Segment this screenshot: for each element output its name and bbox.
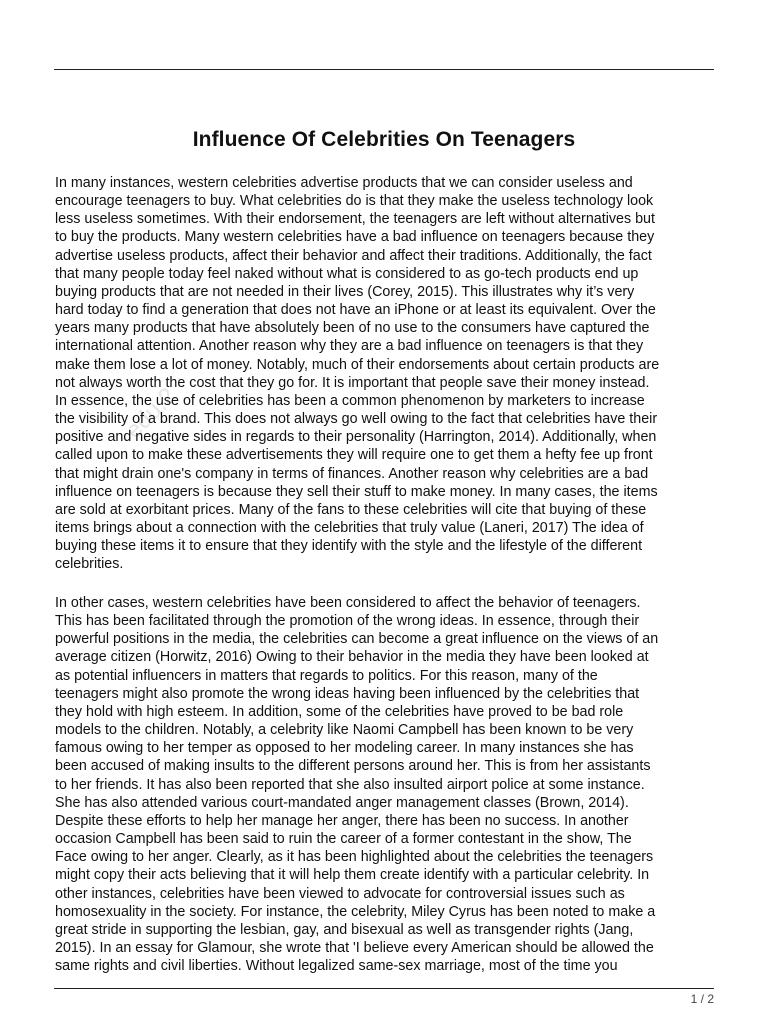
text-line: buying these items it to ensure that they identify with the style and the lifestyle of the different xyxy=(55,538,643,555)
paragraph-1 xyxy=(55,174,715,573)
text-line: celebrities. xyxy=(55,556,124,573)
text-line: great stride in supporting the lesbian, gay, and bisexual as well as transgender rights (Jang, xyxy=(55,921,634,938)
text-line: that many people today feel naked without what is considered to as go-tech products end up xyxy=(55,265,639,282)
text-line: are sold at exorbitant prices. Many of the fans to these celebrities will cite that buying of these xyxy=(55,501,647,518)
text-line: models to the children. Notably, a celebrity like Naomi Campbell has been known to be very xyxy=(55,722,634,739)
text-line: same rights and civil liberties. Without legalized same-sex marriage, most of the time you xyxy=(55,958,618,975)
text-line: advertise useless products, affect their behavior and affect their traditions. Additionally, the fact xyxy=(55,247,652,264)
document-title: Influence Of Celebrities On Teenagers xyxy=(192,128,576,151)
text-line: been accused of making insults to the different persons around her. This is from her assistants xyxy=(55,758,651,775)
text-line: teenagers might also promote the wrong ideas having been influenced by the celebrities that xyxy=(55,685,640,702)
text-line: famous owing to her temper as opposed to her modeling career. In many instances she has xyxy=(55,740,634,757)
text-line: In essence, the use of celebrities has been a common phenomenon by marketers to increase xyxy=(55,392,645,409)
text-line: In other cases, western celebrities have been considered to affect the behavior of teenagers. xyxy=(55,595,641,611)
text-line: international attention. Another reason why they are a bad influence on teenagers is that they xyxy=(55,338,644,355)
text-line: Despite these efforts to help her manage her anger, there has been no success. In another xyxy=(55,812,629,829)
text-line: not always worth the cost that they go for. It is important that people save their money instead. xyxy=(55,374,650,391)
text-line: less useless sometimes. With their endorsement, the teenagers are left without alternatives but xyxy=(55,211,655,228)
text-line: items brings about a connection with the celebrities that truly value (Laneri, 2017) The idea of xyxy=(55,519,644,536)
text-line: influence on teenagers is because they sell their stuff to make money. In many cases, the items xyxy=(55,483,658,500)
text-line: they hold with high esteem. In addition, some of the celebrities have proved to be bad role xyxy=(55,703,624,720)
text-line: years many products that have absolutely been of no use to the consumers have captured the xyxy=(55,320,650,337)
text-line: other instances, celebrities have been viewed to advocate for controversial issues such as xyxy=(55,885,625,902)
header-rule xyxy=(54,69,714,70)
text-line: as potential influencers in matters that regards to politics. For this reason, many of the xyxy=(55,667,598,684)
text-line: homosexuality in the society. For instance, the celebrity, Miley Cyrus has been noted to make a xyxy=(55,903,656,920)
footer-rule xyxy=(54,988,714,989)
text-line: In many instances, western celebrities advertise products that we can consider useless and xyxy=(55,175,633,191)
text-line: to her friends. It has also been reported that she also insulted airport police at some instance. xyxy=(55,776,645,793)
text-line: average citizen (Horwitz, 2016) Owing to their behavior in the media they have been looked at xyxy=(55,649,649,666)
paragraph-2 xyxy=(55,594,715,975)
text-line: to buy the products. Many western celebrities have a bad influence on teenagers because they xyxy=(55,229,655,246)
text-line: occasion Campbell has been said to ruin the career of a former contestant in the show, The xyxy=(55,831,632,848)
text-line: Face owing to her anger. Clearly, as it has been highlighted about the celebrities the teenagers xyxy=(55,849,654,866)
text-line: the visibility of a brand. This does not always go well owing to the fact that celebrities have their xyxy=(55,411,658,428)
text-line: called upon to make these advertisements they will require one to get them a hefty fee up front xyxy=(55,447,653,464)
text-line: might copy their acts believing that it will help them create identify with a particular celebrity. In xyxy=(55,867,650,884)
text-line: encourage teenagers to buy. What celebrities do is that they make the useless technology look xyxy=(55,193,654,210)
text-line: This has been facilitated through the promotion of the wrong ideas. In essence, through their xyxy=(55,613,640,630)
text-line: positive and negative sides in regards to their personality (Harrington, 2014). Additionally, when xyxy=(55,429,657,446)
watermark: edu.2 xyxy=(120,382,182,445)
text-line: hard today to find a generation that does not have an iPhone or at least its equivalent. Over the xyxy=(55,302,656,319)
text-line: powerful positions in the media, the celebrities can become a great influence on the views of an xyxy=(55,631,659,648)
text-line: 2015). In an essay for Glamour, she wrote that 'I believe every American should be allowed the xyxy=(55,939,654,956)
text-line: She has also attended various court-mandated anger management classes (Brown, 2014). xyxy=(55,794,629,811)
text-line: buying products that are not needed in their lives (Corey, 2015). This illustrates why it’s very xyxy=(55,283,635,300)
page-indicator: 1 / 2 xyxy=(690,992,714,1006)
text-line: make them lose a lot of money. Notably, much of their endorsements about certain products are xyxy=(55,356,660,373)
text-line: that might drain one's company in terms of finances. Another reason why celebrities are a bad xyxy=(55,465,649,482)
